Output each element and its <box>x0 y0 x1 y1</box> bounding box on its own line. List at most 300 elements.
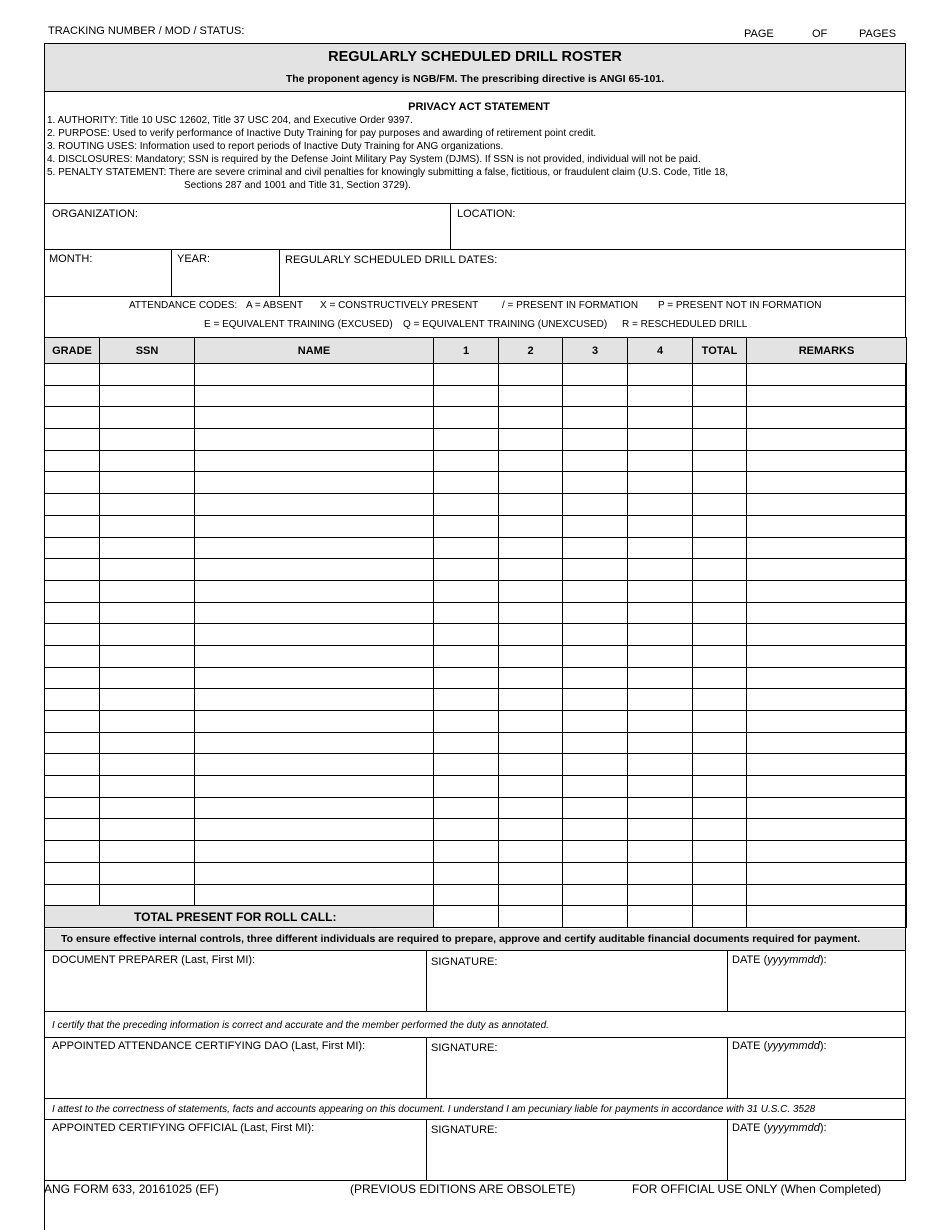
total-cell[interactable] <box>693 819 747 841</box>
total-cell[interactable] <box>693 580 747 602</box>
day2-cell[interactable] <box>499 884 563 906</box>
day2-cell[interactable] <box>499 862 563 884</box>
day3-cell[interactable] <box>563 515 628 537</box>
day1-cell[interactable] <box>434 364 499 386</box>
day2-cell[interactable] <box>499 732 563 754</box>
day4-cell[interactable] <box>628 797 693 819</box>
grade-cell[interactable] <box>45 494 100 516</box>
day3-cell[interactable] <box>563 429 628 451</box>
ssn-cell[interactable] <box>100 819 195 841</box>
day1-cell[interactable] <box>434 732 499 754</box>
total-cell[interactable] <box>693 754 747 776</box>
day1-cell[interactable] <box>434 580 499 602</box>
total-cell[interactable] <box>499 906 563 928</box>
total-row <box>45 906 907 928</box>
table-row <box>45 559 907 581</box>
total-cell[interactable] <box>693 776 747 798</box>
organization-input[interactable] <box>46 222 449 248</box>
day1-cell[interactable] <box>434 689 499 711</box>
name-cell[interactable] <box>195 819 434 841</box>
table-row <box>45 515 907 537</box>
day4-cell[interactable] <box>628 667 693 689</box>
grade-cell[interactable] <box>45 754 100 776</box>
ssn-cell[interactable] <box>100 862 195 884</box>
code-equivalent-excused: E = EQUIVALENT TRAINING (EXCUSED) <box>204 319 393 330</box>
day3-cell[interactable] <box>563 776 628 798</box>
grade-cell[interactable] <box>45 711 100 733</box>
day1-cell[interactable] <box>434 711 499 733</box>
total-cell[interactable] <box>693 884 747 906</box>
name-cell[interactable] <box>195 797 434 819</box>
day1-cell[interactable] <box>434 429 499 451</box>
table-row <box>45 407 907 429</box>
code-constructively-present: X = CONSTRUCTIVELY PRESENT <box>320 300 479 311</box>
name-cell[interactable] <box>195 407 434 429</box>
day4-cell[interactable] <box>628 645 693 667</box>
total-cell[interactable] <box>693 559 747 581</box>
col-1: 1 <box>434 338 499 364</box>
grade-cell[interactable] <box>45 884 100 906</box>
day2-cell[interactable] <box>499 797 563 819</box>
day2-cell[interactable] <box>499 537 563 559</box>
total-cell[interactable] <box>563 906 628 928</box>
day2-cell[interactable] <box>499 494 563 516</box>
day1-cell[interactable] <box>434 407 499 429</box>
ssn-cell[interactable] <box>100 884 195 906</box>
official-signature-input[interactable] <box>428 1139 725 1179</box>
form-subtitle: The proponent agency is NGB/FM. The prescribing directive is ANGI 65-101. <box>285 73 665 85</box>
total-cell[interactable] <box>693 602 747 624</box>
ssn-cell[interactable] <box>100 711 195 733</box>
ssn-cell[interactable] <box>100 580 195 602</box>
total-cell[interactable] <box>693 515 747 537</box>
code-absent: A = ABSENT <box>246 300 303 311</box>
dao-label: APPOINTED ATTENDANCE CERTIFYING DAO (Last, First MI): <box>52 1040 366 1052</box>
grade-cell[interactable] <box>45 645 100 667</box>
name-cell[interactable] <box>195 862 434 884</box>
remarks-cell[interactable] <box>747 645 907 667</box>
name-cell[interactable] <box>195 711 434 733</box>
official-signature-label: SIGNATURE: <box>431 1124 498 1136</box>
day4-cell[interactable] <box>628 624 693 646</box>
day3-cell[interactable] <box>563 472 628 494</box>
day2-cell[interactable] <box>499 711 563 733</box>
grade-cell[interactable] <box>45 624 100 646</box>
table-row <box>45 776 907 798</box>
day2-cell[interactable] <box>499 429 563 451</box>
ssn-cell[interactable] <box>100 841 195 863</box>
day3-cell[interactable] <box>563 862 628 884</box>
name-cell[interactable] <box>195 450 434 472</box>
remarks-cell[interactable] <box>747 580 907 602</box>
total-cell[interactable] <box>693 645 747 667</box>
form-id: ANG FORM 633, 20161025 (EF) <box>44 1182 219 1196</box>
grade-cell[interactable] <box>45 429 100 451</box>
preparer-input[interactable] <box>46 968 424 1010</box>
attendance-codes-label: ATTENDANCE CODES: <box>129 300 238 311</box>
title-block <box>45 44 905 91</box>
col-4: 4 <box>628 338 693 364</box>
page-label: PAGE <box>744 28 774 40</box>
preparer-date-input[interactable] <box>729 968 904 1010</box>
grade-cell[interactable] <box>45 450 100 472</box>
day2-cell[interactable] <box>499 364 563 386</box>
day4-cell[interactable] <box>628 537 693 559</box>
table-row <box>45 537 907 559</box>
total-cell[interactable] <box>693 537 747 559</box>
day3-cell[interactable] <box>563 407 628 429</box>
day4-cell[interactable] <box>628 602 693 624</box>
day4-cell[interactable] <box>628 884 693 906</box>
total-cell[interactable] <box>693 385 747 407</box>
day1-cell[interactable] <box>434 797 499 819</box>
privacy-item: 4. DISCLOSURES: Mandatory; SSN is required by the Defense Joint Military Pay System (DJMS). If SSN is not provided, individual will not be paid. <box>47 154 701 165</box>
total-cell[interactable] <box>693 407 747 429</box>
ssn-cell[interactable] <box>100 645 195 667</box>
dao-date-label: DATE (yyyymmdd): <box>732 1040 827 1052</box>
remarks-cell[interactable] <box>747 624 907 646</box>
day4-cell[interactable] <box>628 407 693 429</box>
day4-cell[interactable] <box>628 862 693 884</box>
grade-cell[interactable] <box>45 472 100 494</box>
official-date-input[interactable] <box>729 1137 904 1179</box>
day4-cell[interactable] <box>628 364 693 386</box>
grade-cell[interactable] <box>45 407 100 429</box>
day1-cell[interactable] <box>434 754 499 776</box>
day3-cell[interactable] <box>563 385 628 407</box>
grade-cell[interactable] <box>45 515 100 537</box>
total-cell[interactable] <box>693 797 747 819</box>
day1-cell[interactable] <box>434 884 499 906</box>
name-cell[interactable] <box>195 429 434 451</box>
month-label: MONTH: <box>49 253 93 265</box>
name-cell[interactable] <box>195 515 434 537</box>
grade-cell[interactable] <box>45 602 100 624</box>
day3-cell[interactable] <box>563 602 628 624</box>
day1-cell[interactable] <box>434 537 499 559</box>
day2-cell[interactable] <box>499 450 563 472</box>
remarks-cell[interactable] <box>747 407 907 429</box>
remarks-cell[interactable] <box>747 385 907 407</box>
day3-cell[interactable] <box>563 559 628 581</box>
certify-note: I certify that the preceding information is correct and accurate and the member performed the duty as annotated. <box>52 1020 549 1031</box>
previous-editions: (PREVIOUS EDITIONS ARE OBSOLETE) <box>350 1182 576 1196</box>
remarks-cell[interactable] <box>747 515 907 537</box>
day2-cell[interactable] <box>499 754 563 776</box>
remarks-cell[interactable] <box>747 494 907 516</box>
year-input[interactable] <box>173 268 278 294</box>
name-cell[interactable] <box>195 689 434 711</box>
day3-cell[interactable] <box>563 667 628 689</box>
col-remarks: REMARKS <box>747 338 907 364</box>
day1-cell[interactable] <box>434 624 499 646</box>
remarks-cell[interactable] <box>747 797 907 819</box>
day2-cell[interactable] <box>499 559 563 581</box>
ssn-cell[interactable] <box>100 515 195 537</box>
remarks-cell[interactable] <box>747 602 907 624</box>
ssn-cell[interactable] <box>100 602 195 624</box>
table-row <box>45 580 907 602</box>
ssn-cell[interactable] <box>100 559 195 581</box>
day1-cell[interactable] <box>434 515 499 537</box>
remarks-cell[interactable] <box>747 732 907 754</box>
name-cell[interactable] <box>195 537 434 559</box>
day4-cell[interactable] <box>628 819 693 841</box>
name-cell[interactable] <box>195 559 434 581</box>
table-row <box>45 385 907 407</box>
grade-cell[interactable] <box>45 797 100 819</box>
grade-cell[interactable] <box>45 862 100 884</box>
day3-cell[interactable] <box>563 645 628 667</box>
day4-cell[interactable] <box>628 689 693 711</box>
name-cell[interactable] <box>195 667 434 689</box>
day3-cell[interactable] <box>563 754 628 776</box>
day3-cell[interactable] <box>563 797 628 819</box>
of-label: OF <box>812 28 828 40</box>
day3-cell[interactable] <box>563 841 628 863</box>
name-cell[interactable] <box>195 732 434 754</box>
name-cell[interactable] <box>195 841 434 863</box>
remarks-cell[interactable] <box>747 667 907 689</box>
col-grade: GRADE <box>45 338 100 364</box>
grade-cell[interactable] <box>45 385 100 407</box>
official-date-label: DATE (yyyymmdd): <box>732 1122 827 1134</box>
remarks-cell[interactable] <box>747 689 907 711</box>
day3-cell[interactable] <box>563 450 628 472</box>
month-input[interactable] <box>46 268 170 294</box>
day3-cell[interactable] <box>563 580 628 602</box>
remarks-cell[interactable] <box>747 429 907 451</box>
name-cell[interactable] <box>195 494 434 516</box>
roster-table <box>44 337 907 928</box>
total-cell[interactable] <box>693 624 747 646</box>
table-row <box>45 645 907 667</box>
total-cell[interactable] <box>693 364 747 386</box>
day3-cell[interactable] <box>563 494 628 516</box>
grade-cell[interactable] <box>45 559 100 581</box>
ssn-cell[interactable] <box>100 689 195 711</box>
day1-cell[interactable] <box>434 645 499 667</box>
day4-cell[interactable] <box>628 450 693 472</box>
preparer-signature-input[interactable] <box>428 970 725 1010</box>
name-cell[interactable] <box>195 645 434 667</box>
table-row <box>45 797 907 819</box>
day4-cell[interactable] <box>628 732 693 754</box>
ssn-cell[interactable] <box>100 407 195 429</box>
dao-signature-input[interactable] <box>428 1057 725 1096</box>
day1-cell[interactable] <box>434 862 499 884</box>
remarks-cell[interactable] <box>747 537 907 559</box>
day1-cell[interactable] <box>434 776 499 798</box>
name-cell[interactable] <box>195 385 434 407</box>
total-cell[interactable] <box>693 862 747 884</box>
day2-cell[interactable] <box>499 624 563 646</box>
code-rescheduled: R = RESCHEDULED DRILL <box>622 319 748 330</box>
day2-cell[interactable] <box>499 841 563 863</box>
day3-cell[interactable] <box>563 537 628 559</box>
day1-cell[interactable] <box>434 667 499 689</box>
day1-cell[interactable] <box>434 494 499 516</box>
total-cell[interactable] <box>693 667 747 689</box>
day3-cell[interactable] <box>563 624 628 646</box>
grade-cell[interactable] <box>45 667 100 689</box>
day2-cell[interactable] <box>499 645 563 667</box>
preparer-signature-label: SIGNATURE: <box>431 956 498 968</box>
form-title: REGULARLY SCHEDULED DRILL ROSTER <box>328 49 622 65</box>
col-ssn: SSN <box>100 338 195 364</box>
col-total: TOTAL <box>693 338 747 364</box>
name-cell[interactable] <box>195 472 434 494</box>
name-cell[interactable] <box>195 602 434 624</box>
ssn-cell[interactable] <box>100 776 195 798</box>
day3-cell[interactable] <box>563 364 628 386</box>
day4-cell[interactable] <box>628 841 693 863</box>
remarks-cell[interactable] <box>747 841 907 863</box>
code-present-in-formation: / = PRESENT IN FORMATION <box>502 300 639 311</box>
remarks-cell[interactable] <box>747 776 907 798</box>
ssn-cell[interactable] <box>100 732 195 754</box>
ssn-cell[interactable] <box>100 450 195 472</box>
day4-cell[interactable] <box>628 429 693 451</box>
day1-cell[interactable] <box>434 841 499 863</box>
table-row <box>45 689 907 711</box>
ssn-cell[interactable] <box>100 537 195 559</box>
day3-cell[interactable] <box>563 732 628 754</box>
privacy-item: 3. ROUTING USES: Information used to report periods of Inactive Duty Training for ANG organizations. <box>47 141 504 152</box>
dao-input[interactable] <box>46 1055 424 1096</box>
table-row <box>45 884 907 906</box>
grade-cell[interactable] <box>45 689 100 711</box>
day2-cell[interactable] <box>499 667 563 689</box>
day2-cell[interactable] <box>499 407 563 429</box>
day2-cell[interactable] <box>499 385 563 407</box>
preparer-label: DOCUMENT PREPARER (Last, First MI): <box>52 954 256 966</box>
ssn-cell[interactable] <box>100 667 195 689</box>
day1-cell[interactable] <box>434 472 499 494</box>
name-cell[interactable] <box>195 364 434 386</box>
day4-cell[interactable] <box>628 580 693 602</box>
remarks-cell[interactable] <box>747 819 907 841</box>
day4-cell[interactable] <box>628 754 693 776</box>
total-cell[interactable] <box>434 906 499 928</box>
fouo-notice: FOR OFFICIAL USE ONLY (When Completed) <box>632 1182 882 1196</box>
day4-cell[interactable] <box>628 559 693 581</box>
location-label: LOCATION: <box>457 208 516 220</box>
remarks-cell[interactable] <box>747 711 907 733</box>
day2-cell[interactable] <box>499 472 563 494</box>
ssn-cell[interactable] <box>100 385 195 407</box>
official-label: APPOINTED CERTIFYING OFFICIAL (Last, First MI): <box>52 1122 315 1134</box>
remarks-cell[interactable] <box>747 862 907 884</box>
day1-cell[interactable] <box>434 602 499 624</box>
day1-cell[interactable] <box>434 450 499 472</box>
day4-cell[interactable] <box>628 515 693 537</box>
day1-cell[interactable] <box>434 385 499 407</box>
table-row <box>45 711 907 733</box>
day3-cell[interactable] <box>563 689 628 711</box>
location-input[interactable] <box>452 222 904 248</box>
remarks-cell[interactable] <box>747 884 907 906</box>
table-row <box>45 841 907 863</box>
day4-cell[interactable] <box>628 494 693 516</box>
ssn-cell[interactable] <box>100 472 195 494</box>
day3-cell[interactable] <box>563 884 628 906</box>
ssn-cell[interactable] <box>100 364 195 386</box>
day2-cell[interactable] <box>499 689 563 711</box>
name-cell[interactable] <box>195 776 434 798</box>
day2-cell[interactable] <box>499 602 563 624</box>
ssn-cell[interactable] <box>100 494 195 516</box>
total-cell[interactable] <box>693 732 747 754</box>
privacy-heading: PRIVACY ACT STATEMENT <box>408 101 550 113</box>
name-cell[interactable] <box>195 754 434 776</box>
day4-cell[interactable] <box>628 472 693 494</box>
total-cell[interactable] <box>693 429 747 451</box>
day2-cell[interactable] <box>499 580 563 602</box>
dao-date-input[interactable] <box>729 1055 904 1096</box>
day3-cell[interactable] <box>563 819 628 841</box>
remarks-cell[interactable] <box>747 754 907 776</box>
day1-cell[interactable] <box>434 559 499 581</box>
ssn-cell[interactable] <box>100 624 195 646</box>
day4-cell[interactable] <box>628 776 693 798</box>
day1-cell[interactable] <box>434 819 499 841</box>
day3-cell[interactable] <box>563 711 628 733</box>
total-cell[interactable] <box>693 450 747 472</box>
controls-note-bar <box>45 929 905 950</box>
total-cell[interactable] <box>747 906 907 928</box>
remarks-cell[interactable] <box>747 450 907 472</box>
table-row <box>45 364 907 386</box>
remarks-cell[interactable] <box>747 364 907 386</box>
grade-cell[interactable] <box>45 537 100 559</box>
remarks-cell[interactable] <box>747 559 907 581</box>
privacy-item: 2. PURPOSE: Used to verify performance of Inactive Duty Training for pay purposes and awarding of retirement point credit. <box>47 128 597 139</box>
grade-cell[interactable] <box>45 776 100 798</box>
day4-cell[interactable] <box>628 385 693 407</box>
name-cell[interactable] <box>195 580 434 602</box>
grade-cell[interactable] <box>45 841 100 863</box>
day2-cell[interactable] <box>499 819 563 841</box>
ssn-cell[interactable] <box>100 429 195 451</box>
name-cell[interactable] <box>195 624 434 646</box>
total-cell[interactable] <box>693 472 747 494</box>
grade-cell[interactable] <box>45 819 100 841</box>
grade-cell[interactable] <box>45 580 100 602</box>
table-row <box>45 667 907 689</box>
grade-cell[interactable] <box>45 364 100 386</box>
day2-cell[interactable] <box>499 515 563 537</box>
ssn-cell[interactable] <box>100 797 195 819</box>
privacy-item: Sections 287 and 1001 and Title 31, Section 3729). <box>184 180 411 191</box>
drill-dates-input[interactable] <box>281 268 904 294</box>
total-cell[interactable] <box>693 711 747 733</box>
table-row <box>45 862 907 884</box>
day4-cell[interactable] <box>628 711 693 733</box>
privacy-item: 5. PENALTY STATEMENT: There are severe criminal and civil penalties for knowingly submitting a false, fictitious, or fraudulent claim (U.S. Code, Title 18, <box>47 167 729 178</box>
grade-cell[interactable] <box>45 732 100 754</box>
total-cell[interactable] <box>693 494 747 516</box>
ssn-cell[interactable] <box>100 754 195 776</box>
total-cell[interactable] <box>628 906 693 928</box>
total-cell[interactable] <box>693 906 747 928</box>
total-cell[interactable] <box>693 841 747 863</box>
official-input[interactable] <box>46 1137 424 1179</box>
remarks-cell[interactable] <box>747 472 907 494</box>
day2-cell[interactable] <box>499 776 563 798</box>
name-cell[interactable] <box>195 884 434 906</box>
total-cell[interactable] <box>693 689 747 711</box>
